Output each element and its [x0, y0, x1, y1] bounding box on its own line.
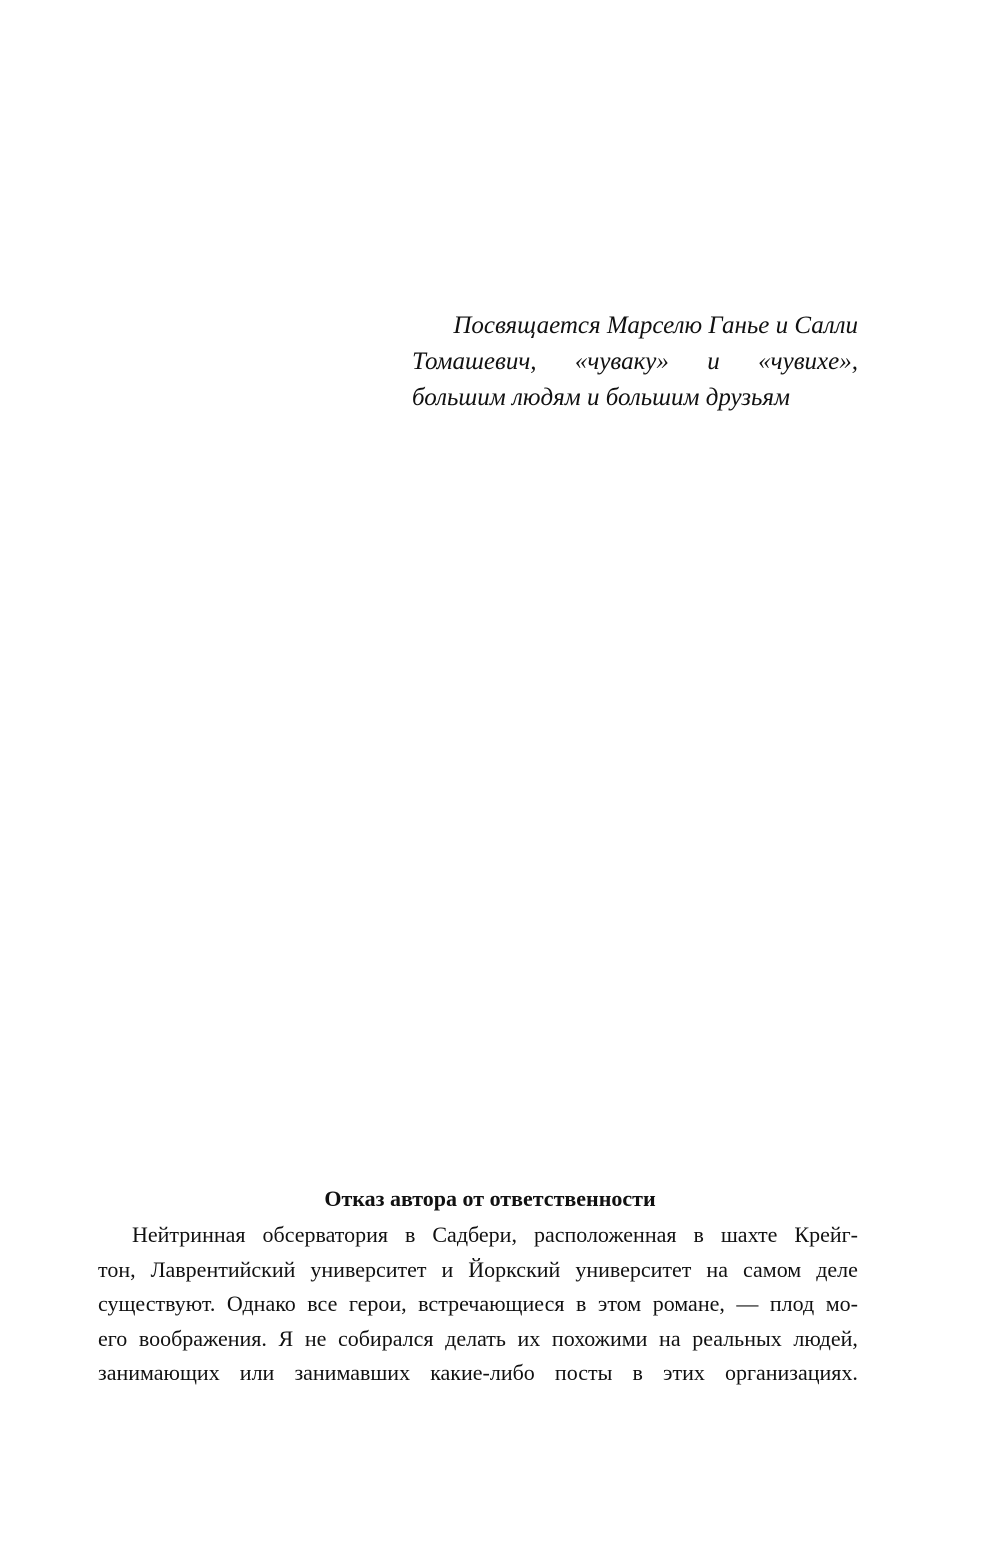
word: самом [742, 1256, 802, 1282]
dedication [412, 308, 858, 416]
dedication-line-3: большим людям и большим друзьям [412, 384, 790, 411]
word: «чувихе», [758, 348, 858, 375]
word: на [659, 1325, 681, 1351]
word: воображения. [138, 1325, 267, 1351]
word: Лаврентийский [150, 1256, 296, 1282]
word: занимающих [98, 1360, 220, 1385]
word: плод [769, 1291, 815, 1316]
word: Нейтринная [132, 1222, 246, 1247]
word: Крейг- [794, 1222, 858, 1247]
disclaimer-title: Отказ автора от ответственности [324, 1186, 656, 1211]
word: или [239, 1360, 275, 1385]
word: организациях. [724, 1360, 858, 1385]
word: в [693, 1222, 704, 1247]
word: герои, [348, 1291, 407, 1316]
word: похожими [551, 1325, 648, 1351]
word: не [304, 1325, 327, 1351]
word: «чуваку» [574, 348, 669, 375]
word: мо- [825, 1291, 858, 1316]
word: людей, [793, 1325, 858, 1351]
word: этих [663, 1360, 705, 1385]
dedication-line-2 [412, 344, 858, 380]
word: Йоркский [468, 1256, 561, 1282]
word: деле [816, 1256, 858, 1282]
word: их [517, 1325, 541, 1351]
word: посты [554, 1360, 613, 1385]
word: университет [575, 1256, 692, 1282]
disclaimer-line-5 [98, 1356, 858, 1391]
word: Я [278, 1325, 294, 1351]
word: какие-либо [430, 1360, 535, 1385]
word: этом [597, 1291, 642, 1316]
word: встречающиеся [418, 1291, 565, 1316]
disclaimer-line-3 [98, 1287, 858, 1322]
word: и [707, 348, 720, 375]
word: его [98, 1325, 128, 1351]
word: существуют. [98, 1291, 216, 1316]
word: — [736, 1291, 759, 1316]
word: в [576, 1291, 587, 1316]
word: собирался [337, 1325, 434, 1351]
word: Садбери, [432, 1222, 517, 1247]
disclaimer-line-1 [98, 1218, 858, 1253]
word: Томашевич, [412, 348, 537, 375]
word: на [706, 1256, 728, 1282]
word: делать [445, 1325, 506, 1351]
word: и [441, 1256, 454, 1282]
disclaimer-section [98, 1182, 858, 1391]
word: университет [310, 1256, 427, 1282]
dedication-line-1: Посвящается Марселю Ганье и Салли [453, 312, 858, 339]
word: романе, [652, 1291, 725, 1316]
word: реальных [692, 1325, 782, 1351]
word: в [632, 1360, 643, 1385]
word: занимавших [294, 1360, 411, 1385]
word: все [307, 1291, 338, 1316]
word: шахте [720, 1222, 778, 1247]
disclaimer-line-2 [98, 1253, 858, 1288]
word: расположенная [533, 1222, 677, 1247]
word: в [405, 1222, 416, 1247]
word: Однако [226, 1291, 296, 1316]
word: тон, [98, 1256, 136, 1282]
disclaimer-line-4 [98, 1322, 858, 1357]
word: обсерватория [262, 1222, 389, 1247]
